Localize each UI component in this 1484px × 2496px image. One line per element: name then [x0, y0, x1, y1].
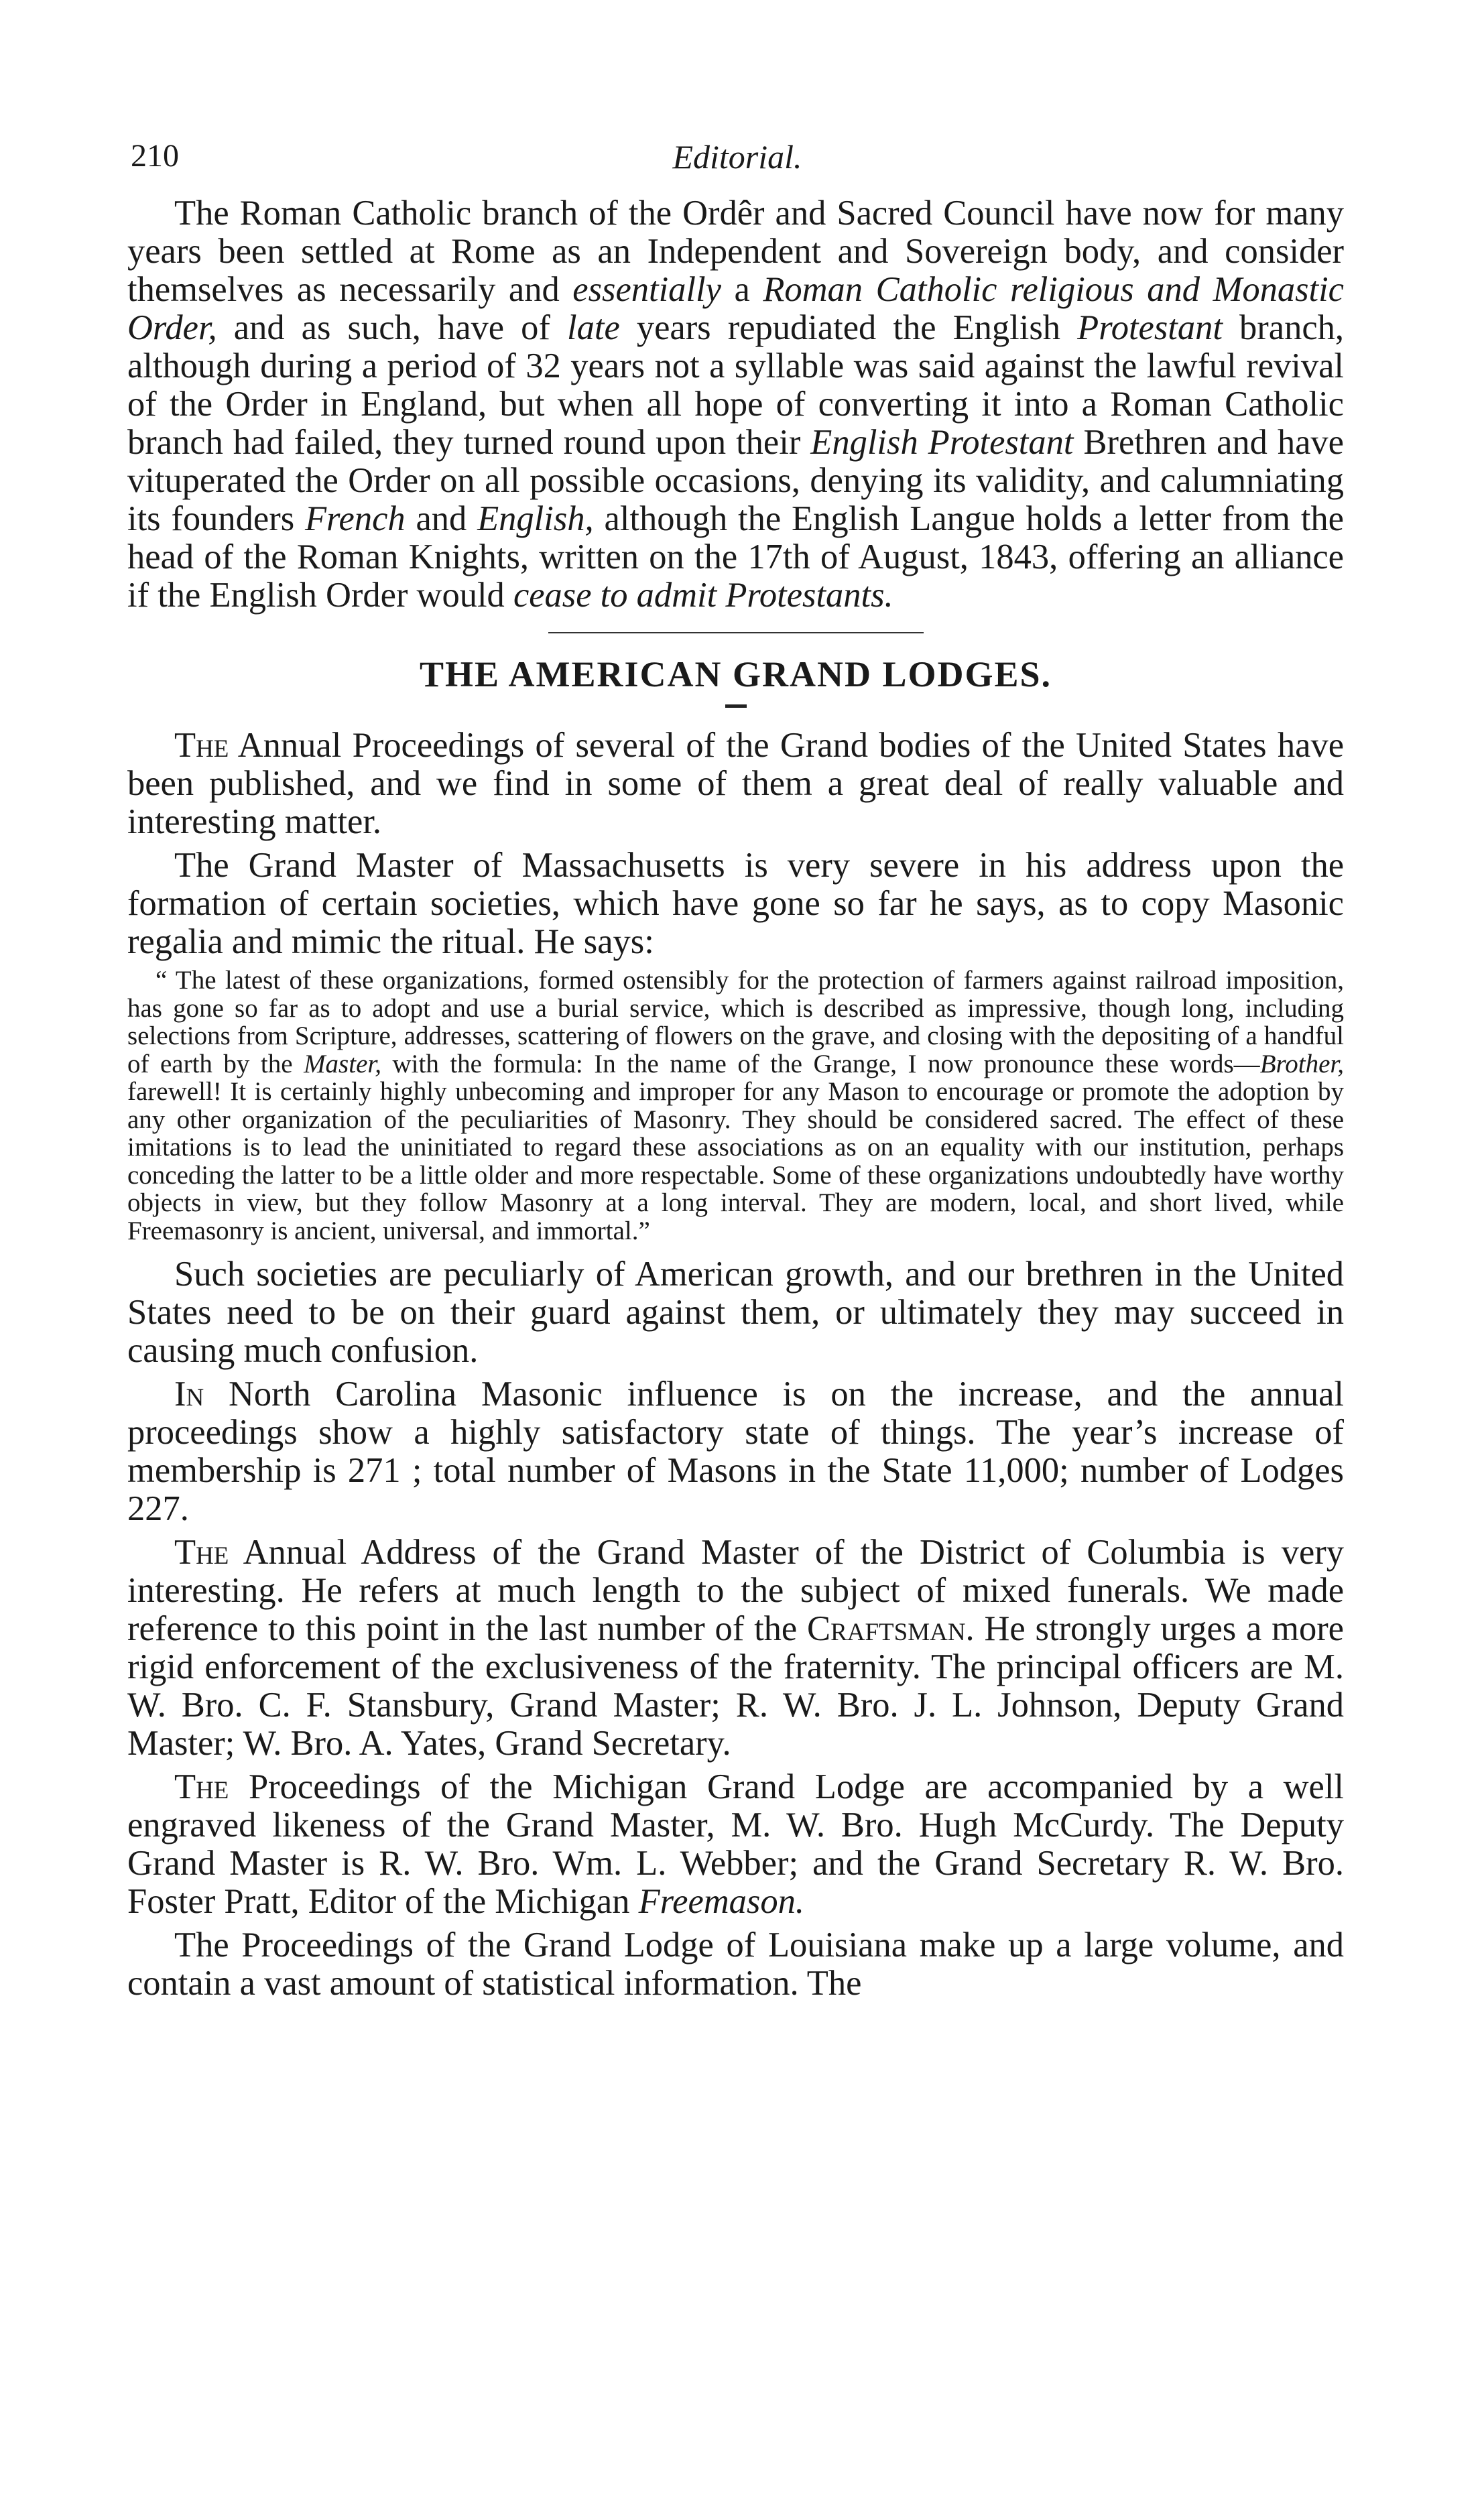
paragraph-district-of-columbia: The Annual Address of the Grand Master of the District of Columbia is very interesting. He refers at much length to the subject of mixed funerals. We made reference to this point in the last number of the Craftsman. He strongly urges a more rigid enforcement of the exclusiveness of the fraternity. The principal officers are M. W. Bro. C. F. Stansbury, Grand Master; R. W. Bro. J. L. Johnson, Deputy Grand Master; W. Bro. A. Yates, Grand Secretary.: [127, 1533, 1344, 1763]
quoted-address: “ The latest of these organizations, formed ostensibly for the protection of farmers against railroad imposition, has gone so far as to adopt and use a burial service, which is described as impressive, though long, including selections from Scripture, addresses, scattering of flowers on the grave, and closing with the depositing of a handful of earth by the Master, with the formula: In the name of the Grange, I now pronounce these words—Brother, farewell! It is certainly highly unbecoming and improper for any Mason to encourage or promote the adoption by any other organization of the peculiarities of Masonry. They should be considered sacred. The effect of these imitations is to lead the uninitiated to regard these associations as on an equality with our institution, perhaps conceding the latter to be a little older and more respectable. Some of these organizations undoubtedly have worthy objects in view, but they follow Masonry at a long interval. They are modern, local, and short lived, while Freemasonry is ancient, universal, and immortal.”: [127, 966, 1344, 1245]
paragraph-north-carolina: In North Carolina Masonic influence is on the increase, and the annual proceedings show a highly satisfactory state of things. The year’s increase of membership is 271 ; total number of Masons in the State 11,000; number of Lodges 227.: [127, 1375, 1344, 1528]
page-header: [131, 137, 1344, 184]
section-title: THE AMERICAN GRAND LODGES.: [419, 654, 1052, 694]
section-divider: [548, 632, 924, 633]
paragraph-annual-proceedings: The Annual Proceedings of several of the Grand bodies of the United States have been published, and we find in some of them a great deal of really valuable and interesting matter.: [127, 726, 1344, 841]
paragraph-massachusetts: The Grand Master of Massachusetts is very severe in his address upon the formation of certain societies, which have gone so far he says, as to copy Masonic regalia and mimic the ritual. He says:: [127, 846, 1344, 961]
running-head: Editorial.: [672, 138, 802, 176]
title-underline: [725, 704, 747, 708]
article-body: [127, 194, 1344, 2008]
paragraph-roman-catholic-branch: The Roman Catholic branch of the Ordêr and Sacred Council have now for many years been settled at Rome as an Independent and Sovereign body, and consider themselves as necessarily and essentially a Roman Catholic religious and Monastic Order, and as such, have of late years repudiated the English Protestant branch, although during a period of 32 years not a syllable was said against the lawful revival of the Order in England, but when all hope of converting it into a Roman Catholic branch had failed, they turned round upon their English Protestant Brethren and have vituperated the Order on all possible occasions, denying its validity, and calumniating its founders French and English, although the English Langue holds a letter from the head of the Roman Knights, written on the 17th of August, 1843, offering an alliance if the English Order would cease to admit Protestants.: [127, 194, 1344, 615]
paragraph-michigan: The Proceedings of the Michigan Grand Lodge are accompanied by a well engraved likeness of the Grand Master, M. W. Bro. Hugh McCurdy. The Deputy Grand Master is R. W. Bro. Wm. L. Webber; and the Grand Secretary R. W. Bro. Foster Pratt, Editor of the Michigan Freemason.: [127, 1767, 1344, 1921]
page-number: 210: [131, 138, 179, 174]
paragraph-american-societies: Such societies are peculiarly of American growth, and our brethren in the United States need to be on their guard against them, or ultimately they may succeed in causing much confusion.: [127, 1255, 1344, 1370]
paragraph-louisiana: The Proceedings of the Grand Lodge of Louisiana make up a large volume, and contain a vast amount of statistical information. The: [127, 1926, 1344, 2003]
